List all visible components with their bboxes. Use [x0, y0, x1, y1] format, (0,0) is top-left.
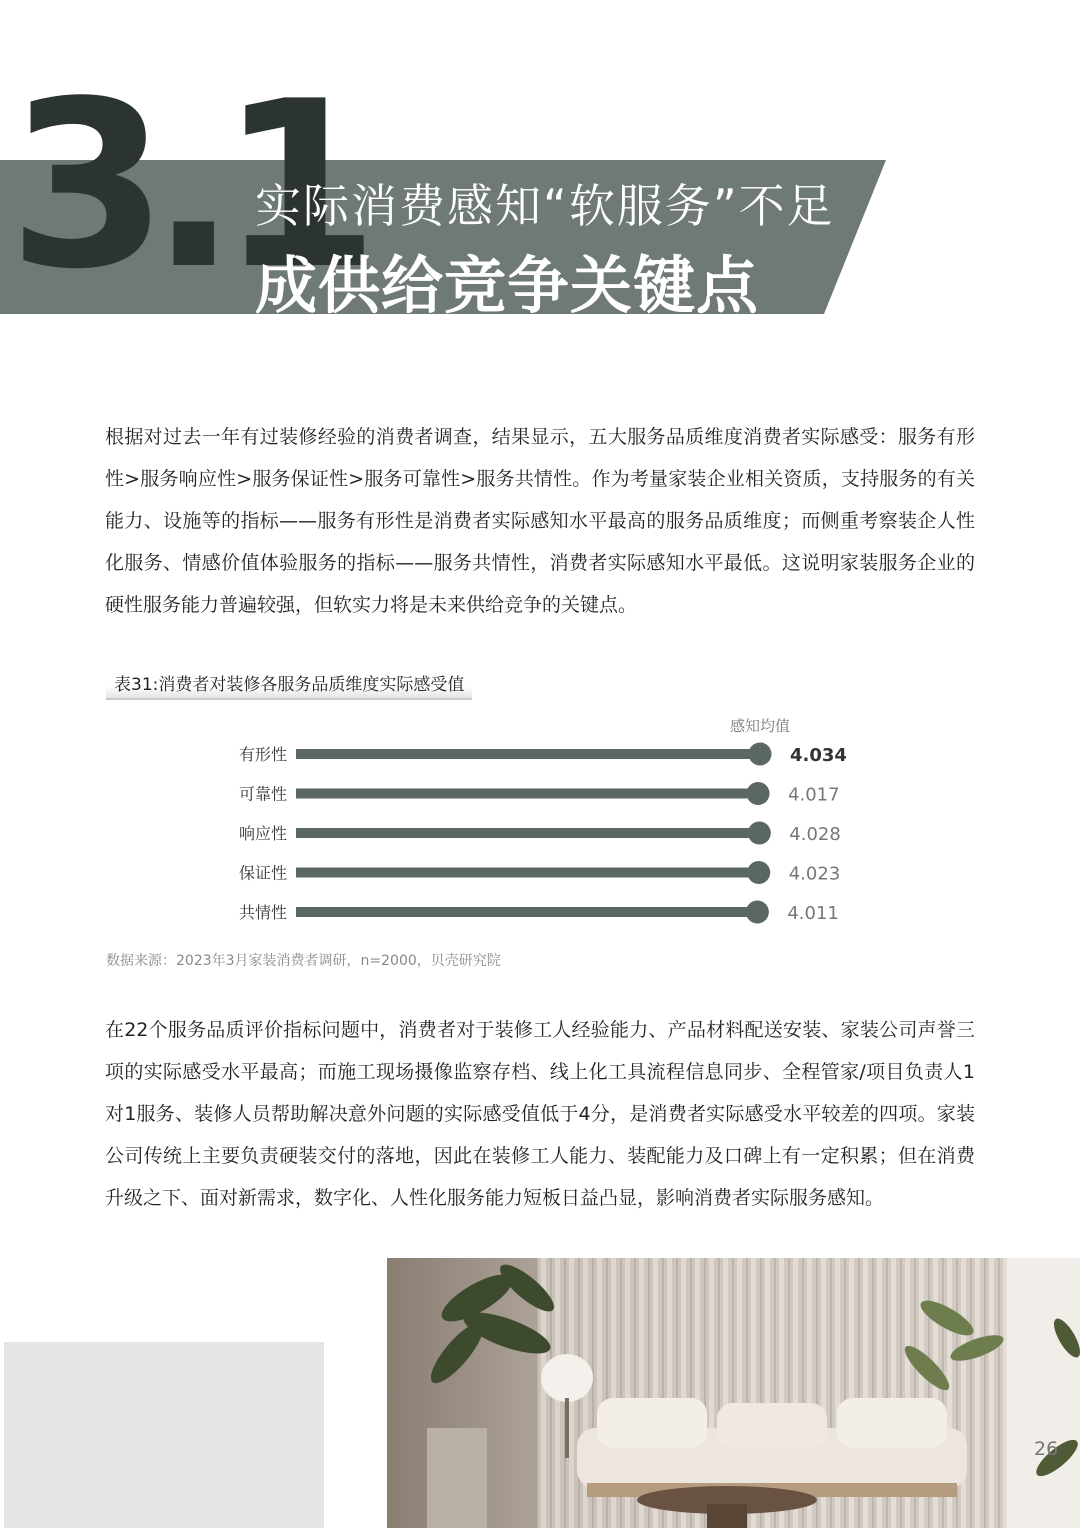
page-number: 26	[1034, 1438, 1059, 1460]
chart-category-label: 可靠性	[238, 784, 287, 804]
chart-bar-endpoint	[747, 782, 770, 805]
chart-category-label: 有形性	[238, 745, 287, 764]
decorative-grey-block	[4, 1342, 324, 1528]
chart-bar	[296, 868, 759, 878]
section-number: 3.1	[8, 53, 362, 320]
section-title-line1: 实际消费感知“软服务”不足	[255, 179, 835, 233]
chart-category-label: 保证性	[238, 863, 287, 883]
source-note: 数据来源：2023年3月家装消费者调研，n=2000，贝壳研究院	[106, 953, 501, 969]
perception-bar-chart	[0, 700, 1080, 940]
chart-bar	[296, 749, 760, 759]
chart-value-label: 4.011	[787, 903, 839, 924]
chart-value-label: 4.023	[788, 863, 841, 885]
chart-bar-endpoint	[748, 822, 771, 845]
section-title-line2: 成供给竞争关键点	[255, 249, 760, 322]
chart-caption: 表31:消费者对装修各服务品质维度实际感受值	[106, 668, 472, 700]
chart-category-label: 共情性	[238, 903, 287, 922]
living-room-photo	[387, 1258, 1080, 1528]
chart-value-label: 4.034	[790, 745, 847, 766]
detail-paragraph: 在22个服务品质评价指标问题中，消费者对于装修工人经验能力、产品材料配送安装、家装公司声誉三项的实际感受水平最高；而施工现场摄像监察存档、线上化工具流程信息同步、全程管家/项目负责人1对1服务、装修人员帮助解决意外问题的实际感受值低于4分，是消费者实际感受水平较差的四项。家装公司传统上主要负责硬装交付的落地，因此在装修工人能力、装配能力及口碑上有一定积累；但在消费升级之下、面对新需求，数字化、人性化服务能力短板日益凸显，影响消费者实际服务感知。	[105, 1019, 975, 1209]
chart-bar	[296, 907, 757, 917]
chart-bar-endpoint	[746, 901, 769, 924]
chart-category-label: 响应性	[238, 824, 287, 843]
chart-bar-endpoint	[749, 743, 772, 766]
chart-bar-endpoint	[747, 861, 770, 884]
chart-series-label: 感知均值	[729, 717, 791, 735]
chart-value-label: 4.028	[789, 824, 841, 845]
chart-value-label: 4.017	[788, 784, 840, 806]
chart-bar	[296, 828, 759, 838]
intro-paragraph: 根据对过去一年有过装修经验的消费者调查，结果显示，五大服务品质维度消费者实际感受：服务有形性>服务响应性>服务保证性>服务可靠性>服务共情性。作为考量家装企业相关资质，支持服务的有关能力、设施等的指标——服务有形性是消费者实际感知水平最高的服务品质维度；而侧重考察装企人性化服务、情感价值体验服务的指标——服务共情性，消费者实际感知水平最低。这说明家装服务企业的硬性服务能力普遍较强，但软实力将是未来供给竞争的关键点。	[105, 426, 975, 616]
chart-bar	[296, 789, 758, 799]
